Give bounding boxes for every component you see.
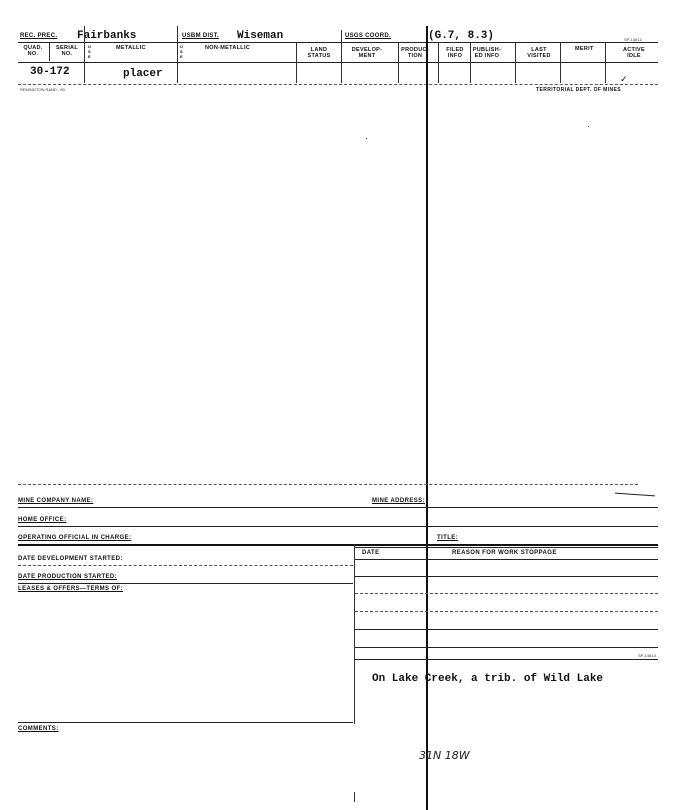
col-divider	[438, 43, 439, 83]
vertical-stroke	[426, 26, 428, 810]
usgs-coord-label: USGS COORD.	[345, 33, 391, 39]
date-column-label: DATE	[362, 550, 380, 556]
rule-6b	[355, 593, 658, 594]
col-published-info: PUBLISH- ED INFO	[472, 47, 502, 59]
location-note: On Lake Creek, a trib. of Wild Lake	[372, 673, 604, 685]
col-divider	[605, 43, 606, 83]
header-rule	[18, 42, 658, 43]
comments-label: COMMENTS:	[18, 726, 59, 732]
tick	[84, 26, 85, 42]
leases-offers-label: LEASES & OFFERS—TERMS OF:	[18, 586, 124, 592]
col-divider	[296, 43, 297, 83]
col-use-a: U S E	[88, 44, 92, 59]
col-metallic: METALLIC	[116, 45, 146, 51]
rule-5	[18, 583, 353, 584]
usbm-dist-label: USBM DIST.	[182, 33, 220, 39]
col-non-metallic: NON-METALLIC	[205, 45, 251, 51]
rule-2	[18, 526, 658, 527]
speck	[366, 138, 367, 139]
col-development: DEVELOP- MENT	[351, 47, 383, 59]
col-last-visited: LAST VISITED	[527, 47, 551, 59]
col-quad: QUAD. NO.	[23, 45, 43, 57]
col-production: PRODUC- TION	[401, 47, 429, 59]
mine-address-label: MINE ADDRESS:	[372, 498, 425, 504]
rule-10b	[355, 659, 658, 660]
rule-3b	[355, 547, 658, 548]
quad-serial-value: 30-172	[30, 66, 70, 78]
department-imprint: TERRITORIAL DEPT. OF MINES	[536, 87, 621, 93]
printer-imprint: REMINGTON RAND - 50	[20, 87, 65, 92]
rule-7b	[355, 611, 658, 612]
col-merit: MERIT	[575, 46, 594, 52]
rule-1	[18, 507, 658, 508]
col-divider	[341, 43, 342, 83]
col-divider	[470, 43, 471, 83]
col-divider	[84, 43, 85, 83]
col-active-idle: ACTIVE IDLE	[623, 47, 645, 59]
reason-column-label: REASON FOR WORK STOPPAGE	[452, 550, 557, 556]
active-check-mark: ✓	[620, 74, 628, 84]
leases-box-border	[354, 544, 355, 724]
col-use-b: U S E	[180, 44, 184, 59]
rule-3	[18, 544, 658, 546]
rule-4b	[355, 559, 658, 560]
col-divider	[49, 43, 50, 61]
bottom-tick	[354, 792, 355, 802]
col-serial: SERIAL NO.	[56, 45, 78, 57]
mine-company-name-label: MINE COMPANY NAME:	[18, 498, 94, 504]
home-office-label: HOME OFFICE:	[18, 517, 67, 523]
rule-8b	[355, 629, 658, 630]
date-development-started-label: DATE DEVELOPMENT STARTED:	[18, 556, 123, 562]
rule-4	[18, 565, 353, 566]
operating-official-label: OPERATING OFFICIAL IN CHARGE:	[18, 535, 132, 541]
slant-rule	[615, 493, 655, 497]
tick	[341, 30, 342, 42]
rule-9b	[355, 647, 658, 648]
usbm-dist-value: Wiseman	[237, 30, 284, 42]
col-land-status: LAND STATUS	[307, 47, 331, 59]
column-header-rule	[18, 62, 658, 63]
metallic-value: placer	[123, 68, 163, 80]
col-divider	[515, 43, 516, 83]
lower-top-rule	[18, 484, 638, 485]
col-divider	[398, 43, 399, 83]
row-rule	[18, 84, 658, 85]
handwritten-township-range: 31N 18W	[419, 749, 470, 762]
col-filed-info: FILED INFO	[446, 47, 464, 59]
usgs-coord-value: (G.7, 8.3)	[428, 30, 495, 42]
rec-prec-value: Fairbanks	[77, 30, 137, 42]
date-production-started-label: DATE PRODUCTION STARTED:	[18, 574, 118, 580]
rule-5b	[355, 576, 658, 577]
title-label: TITLE:	[437, 535, 459, 541]
form-number-top: SP-14612	[624, 37, 642, 42]
col-divider	[560, 43, 561, 83]
tick	[177, 26, 178, 42]
speck	[588, 126, 589, 127]
col-divider	[177, 43, 178, 83]
form-number-bottom: SP-14614	[638, 653, 656, 658]
rec-prec-label: REC. PREC.	[20, 33, 58, 39]
rule-comments	[18, 722, 353, 723]
